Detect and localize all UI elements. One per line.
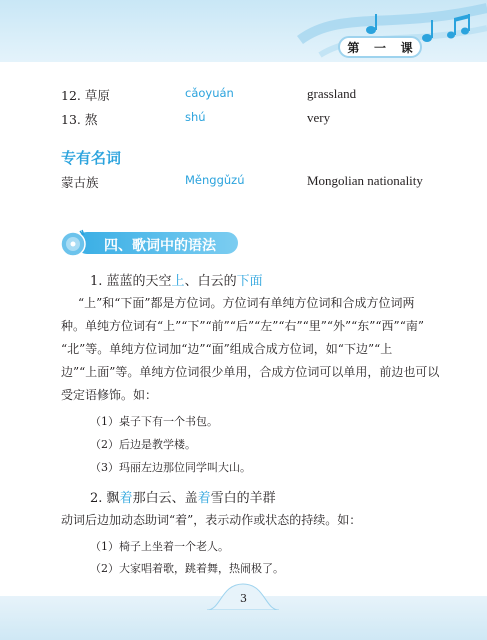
title-part: 那白云、盖 xyxy=(132,491,198,506)
grammar-point-2-title xyxy=(90,487,276,506)
title-highlight: 下面 xyxy=(236,274,263,289)
example-sentence: （3）玛丽左边那位同学叫大山。 xyxy=(90,461,251,474)
example-sentence: （2）大家唱着歌，跳着舞，热闹极了。 xyxy=(90,562,284,575)
page-number: 3 xyxy=(240,592,247,605)
title-part: 、白云的 xyxy=(184,274,237,289)
title-highlight: 上 xyxy=(171,274,185,289)
title-part: 雪白的羊群 xyxy=(210,491,276,506)
vocab-pinyin: shú xyxy=(185,110,206,124)
paragraph-line: 种。单纯方位词有“上”“下”“前”“后”“左”“右”“里”“外”“东”“西”“南” xyxy=(61,319,424,333)
paragraph-line: 动词后边加动态助词“着”，表示动作或状态的持续。如： xyxy=(61,513,362,527)
proper-nouns-heading: 专有名词 xyxy=(61,149,122,167)
example-sentence: （1）椅子上坐着一个老人。 xyxy=(90,540,229,553)
example-sentence: （2）后边是教学楼。 xyxy=(90,438,196,451)
section-pill xyxy=(76,232,238,254)
vocab-row xyxy=(61,110,461,128)
paragraph-line: “上”和“下面”都是方位词。方位词有单纯方位词和合成方位词两 xyxy=(78,296,415,310)
vocab-row xyxy=(61,86,461,104)
lesson-badge-char: 课 xyxy=(400,40,413,55)
proper-noun-hanzi: 蒙古族 xyxy=(61,175,99,190)
proper-noun-english: Mongolian nationality xyxy=(307,173,423,188)
title-part: 1. 蓝蓝的天空 xyxy=(90,274,172,289)
grammar-point-1-title xyxy=(90,270,263,289)
title-part: 2. 飘 xyxy=(90,491,120,506)
vocab-pinyin: cǎoyuán xyxy=(185,86,234,100)
vocab-hanzi: 13. 熬 xyxy=(61,112,98,127)
lesson-badge xyxy=(338,36,422,58)
vocab-english: grassland xyxy=(307,86,357,101)
vocab-hanzi: 12. 草原 xyxy=(61,88,110,103)
section-banner xyxy=(60,229,240,257)
title-highlight: 着 xyxy=(119,491,133,506)
paragraph-line: “北”等。单纯方位词加“边”“面”组成合成方位词，如“下边”“上 xyxy=(61,342,393,356)
lesson-badge-char: 第 xyxy=(347,40,360,55)
proper-noun-row xyxy=(61,173,461,191)
vocab-english: very xyxy=(307,110,331,125)
example-sentence: （1）桌子下有一个书包。 xyxy=(90,415,218,428)
lesson-badge-char: 一 xyxy=(373,40,386,55)
title-highlight: 着 xyxy=(197,491,211,506)
proper-noun-pinyin: Měnggǔzú xyxy=(185,173,245,187)
cd-icon xyxy=(60,229,88,257)
paragraph-line: 边”“上面”等。单纯方位词很少单用，合成方位词可以单用，前边也可以 xyxy=(61,365,440,379)
section-title: 四、歌词中的语法 xyxy=(104,238,216,254)
paragraph-line: 受定语修饰。如： xyxy=(61,388,158,402)
